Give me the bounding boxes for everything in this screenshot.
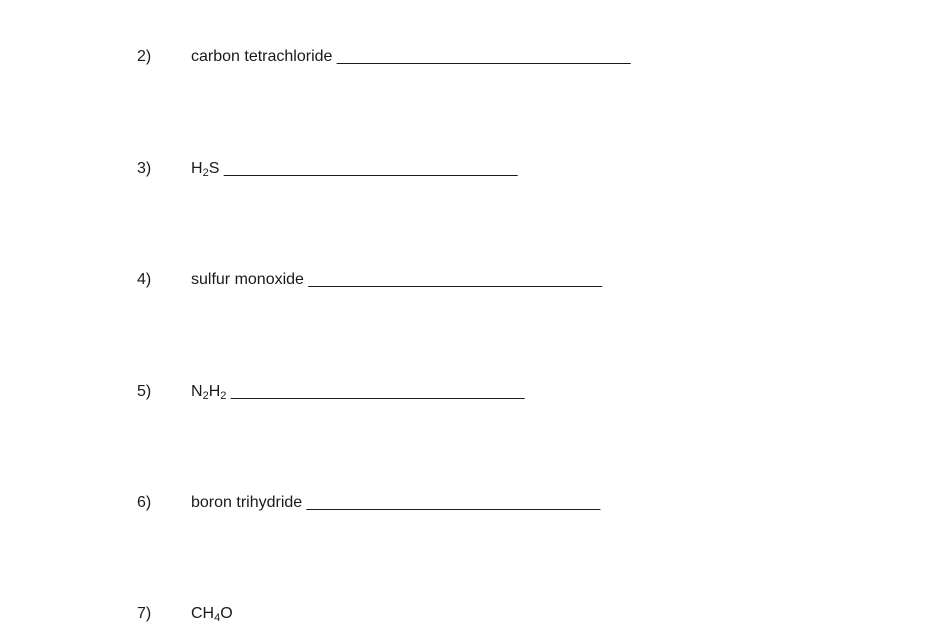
question-prompt <box>191 380 524 404</box>
question-5 <box>0 380 930 404</box>
compound-name: sulfur monoxide <box>191 271 304 288</box>
formula <box>191 383 226 400</box>
answer-blank: _________________________________ <box>306 494 601 511</box>
answer-blank: _________________________________ <box>223 160 518 177</box>
question-prompt <box>191 268 602 292</box>
formula-element: S <box>208 160 220 177</box>
formula-element: O <box>220 605 233 622</box>
formula-element: H <box>191 160 203 177</box>
question-number: 6) <box>137 494 152 511</box>
answer-blank: _________________________________ <box>230 383 525 400</box>
question-prompt <box>191 157 517 181</box>
formula-subscript: 4 <box>214 612 221 624</box>
formula-element: N <box>191 383 203 400</box>
compound-name: carbon tetrachloride <box>191 48 333 65</box>
formula-element: H <box>208 383 221 400</box>
question-4 <box>0 268 930 292</box>
formula-subscript: 2 <box>202 390 209 402</box>
question-number: 7) <box>137 605 152 622</box>
question-6 <box>0 491 930 515</box>
question-number: 2) <box>137 48 152 65</box>
question-prompt <box>191 602 233 626</box>
question-7 <box>0 602 930 626</box>
question-prompt <box>191 491 600 515</box>
answer-blank: _________________________________ <box>308 271 603 288</box>
question-number: 5) <box>137 383 152 400</box>
question-number: 3) <box>137 160 152 177</box>
answer-blank: _________________________________ <box>336 48 631 65</box>
formula-element: CH <box>191 605 215 622</box>
question-number: 4) <box>137 271 152 288</box>
formula <box>191 605 233 622</box>
formula-subscript: 2 <box>202 167 209 179</box>
formula-subscript: 2 <box>220 390 227 402</box>
question-2 <box>0 45 930 69</box>
formula <box>191 160 219 177</box>
question-3 <box>0 157 930 181</box>
question-prompt <box>191 45 631 69</box>
compound-name: boron trihydride <box>191 494 303 511</box>
